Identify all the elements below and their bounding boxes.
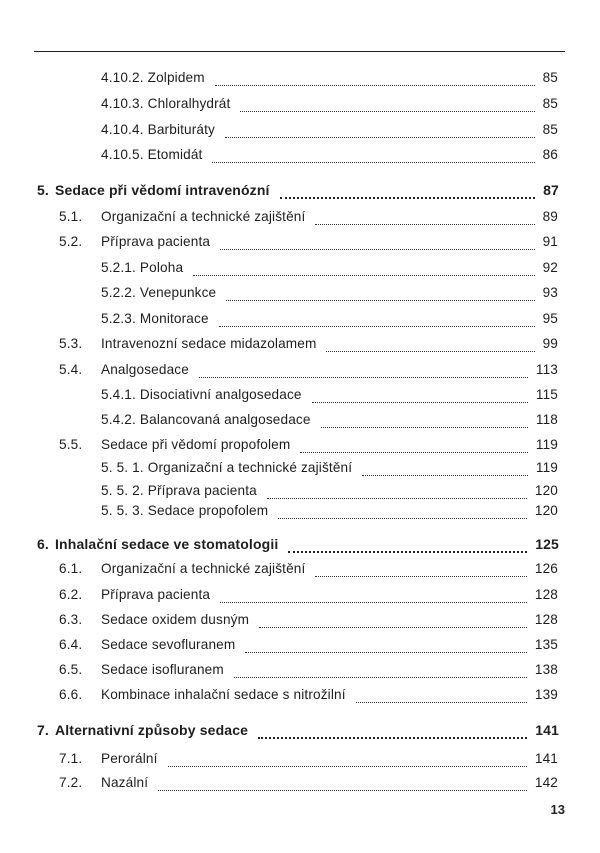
toc-page-number: 128 <box>534 587 558 602</box>
toc-title: Venepunkce <box>139 285 217 300</box>
toc-title: Disociativní analgosedace <box>139 387 302 402</box>
toc-entry[interactable] <box>0 662 600 684</box>
toc-page-number: 87 <box>543 182 559 198</box>
toc-title: Organizační a technické zajištění <box>101 561 306 576</box>
toc-title: Kombinace inhalační sedace s nitrožilní <box>101 687 346 702</box>
toc-entry[interactable] <box>0 751 600 773</box>
toc-title: Sedace oxidem dusným <box>101 612 250 627</box>
toc-title: Etomidát <box>147 147 203 162</box>
toc-title: Nazální <box>101 775 149 790</box>
toc-number: 6.5. <box>59 662 83 677</box>
toc-title: Příprava pacienta <box>101 234 211 249</box>
toc-number: 5.4.1. <box>101 387 136 402</box>
toc-entry[interactable] <box>0 587 600 609</box>
toc-number: 4.10.4. <box>101 122 144 137</box>
toc-page-number: 86 <box>542 147 558 162</box>
dot-leader <box>321 427 528 428</box>
toc-number: 4.10.5. <box>101 147 144 162</box>
toc-number: 5. <box>37 182 49 198</box>
toc-title: Příprava pacienta <box>147 483 257 498</box>
toc-number: 4.10.2. <box>101 70 144 85</box>
dot-leader <box>212 162 534 163</box>
toc-page-number: 95 <box>542 311 558 326</box>
toc-title: Sedace při vědomí intravenózní <box>55 182 270 198</box>
toc-number: 6. <box>37 536 49 552</box>
page-number: 13 <box>550 802 565 817</box>
toc-entry[interactable] <box>0 612 600 634</box>
toc-entry[interactable] <box>0 122 600 144</box>
toc-number: 5.4. <box>59 362 83 377</box>
toc-entry[interactable] <box>0 234 600 256</box>
toc-title: Inhalační sedace ve stomatologii <box>55 536 279 552</box>
toc-page-number: 141 <box>534 751 558 766</box>
toc-number: 5.1. <box>59 209 83 224</box>
toc-entry[interactable] <box>0 96 600 118</box>
toc-number: 6.3. <box>59 612 83 627</box>
toc-title: Chloralhydrát <box>147 96 231 111</box>
toc-page-number: 139 <box>534 687 558 702</box>
dot-leader <box>356 702 527 703</box>
dot-leader <box>220 249 534 250</box>
dot-leader <box>245 652 527 653</box>
dot-leader <box>215 85 535 86</box>
dot-leader <box>226 300 534 301</box>
toc-number: 5.2.2. <box>101 285 136 300</box>
toc-title: Zolpidem <box>147 70 205 85</box>
dot-leader <box>362 475 528 476</box>
dot-leader <box>219 326 535 327</box>
dot-leader <box>240 111 534 112</box>
toc-entry[interactable] <box>0 775 600 797</box>
toc-chapter[interactable] <box>0 536 600 558</box>
toc-entry[interactable] <box>0 412 600 434</box>
toc-page-number: 91 <box>542 234 558 249</box>
toc-title: Analgosedace <box>101 362 189 377</box>
toc-title: Balancovaná analgosedace <box>139 412 311 427</box>
toc-title: Monitorace <box>139 311 209 326</box>
toc-number: 5. 5. 2. <box>101 483 144 498</box>
toc-page-number: 99 <box>542 336 558 351</box>
toc-page-number: 120 <box>534 483 558 498</box>
toc-entry[interactable] <box>0 70 600 92</box>
toc-page-number: 128 <box>534 612 558 627</box>
toc-title: Perorální <box>101 751 158 766</box>
toc-entry[interactable] <box>0 503 600 525</box>
toc-page-number: 125 <box>535 536 559 552</box>
toc-entry[interactable] <box>0 336 600 358</box>
dot-leader <box>258 737 527 739</box>
toc-title: Příprava pacienta <box>101 587 211 602</box>
toc-entry[interactable] <box>0 387 600 409</box>
dot-leader <box>315 224 534 225</box>
toc-number: 7.1. <box>59 751 83 766</box>
toc-title: Alternativní způsoby sedace <box>55 722 249 738</box>
toc-number: 5.2. <box>59 234 83 249</box>
toc-entry[interactable] <box>0 637 600 659</box>
dot-leader <box>280 197 536 199</box>
toc-entry[interactable] <box>0 209 600 231</box>
toc-chapter[interactable] <box>0 182 600 204</box>
toc-number: 6.6. <box>59 687 83 702</box>
toc-page-number: 141 <box>535 722 559 738</box>
dot-leader <box>312 402 528 403</box>
toc-title: Sedace propofolem <box>147 503 269 518</box>
toc-title: Intravenozní sedace midazolamem <box>101 336 317 351</box>
toc-entry[interactable] <box>0 362 600 384</box>
toc-entry[interactable] <box>0 147 600 169</box>
toc-entry[interactable] <box>0 285 600 307</box>
toc-page-number: 142 <box>534 775 558 790</box>
dot-leader <box>315 576 526 577</box>
dot-leader <box>220 602 527 603</box>
toc-page-number: 92 <box>542 260 558 275</box>
toc-page-number: 119 <box>535 437 558 452</box>
toc-page-number: 138 <box>534 662 558 677</box>
toc-entry[interactable] <box>0 460 600 482</box>
toc-number: 4.10.3. <box>101 96 144 111</box>
dot-leader <box>225 137 535 138</box>
toc-page-number: 113 <box>535 362 558 377</box>
toc-entry[interactable] <box>0 483 600 505</box>
dot-leader <box>158 790 527 791</box>
toc-number: 5.2.3. <box>101 311 136 326</box>
dot-leader <box>259 627 527 628</box>
toc-number: 7. <box>37 722 49 738</box>
dot-leader <box>199 377 528 378</box>
toc-title: Sedace isofluranem <box>101 662 224 677</box>
toc-page-number: 85 <box>542 70 558 85</box>
toc-title: Sedace při vědomí propofolem <box>101 437 291 452</box>
toc-number: 7.2. <box>59 775 83 790</box>
dot-leader <box>234 677 527 678</box>
toc-title: Organizační a technické zajištění <box>101 209 306 224</box>
toc-page-number: 85 <box>542 96 558 111</box>
toc-number: 5.2.1. <box>101 260 136 275</box>
toc-page-number: 126 <box>534 561 558 576</box>
toc-number: 6.4. <box>59 637 83 652</box>
dot-leader <box>267 498 527 499</box>
toc-title: Sedace sevofluranem <box>101 637 236 652</box>
toc-page-number: 118 <box>535 412 558 427</box>
toc-entry[interactable] <box>0 260 600 282</box>
dot-leader <box>193 275 534 276</box>
toc-entry[interactable] <box>0 687 600 709</box>
toc-page-number: 115 <box>535 387 558 402</box>
dot-leader <box>326 351 534 352</box>
toc-page-number: 85 <box>542 122 558 137</box>
toc-page-number: 135 <box>534 637 558 652</box>
toc-entry[interactable] <box>0 561 600 583</box>
toc-number: 5. 5. 1. <box>101 460 144 475</box>
toc-number: 6.1. <box>59 561 83 576</box>
toc-number: 5.5. <box>59 437 83 452</box>
toc-number: 5.4.2. <box>101 412 136 427</box>
dot-leader <box>168 766 527 767</box>
toc-title: Barbituráty <box>147 122 216 137</box>
toc-number: 5.3. <box>59 336 83 351</box>
toc-chapter[interactable] <box>0 722 600 744</box>
dot-leader <box>278 518 527 519</box>
dot-leader <box>288 551 527 553</box>
toc-entry[interactable] <box>0 437 600 459</box>
toc-entry[interactable] <box>0 311 600 333</box>
toc-page-number: 93 <box>542 285 558 300</box>
toc-number: 6.2. <box>59 587 83 602</box>
toc-number: 5. 5. 3. <box>101 503 144 518</box>
toc-title: Organizační a technické zajištění <box>147 460 353 475</box>
toc-page-number: 89 <box>542 209 558 224</box>
toc-page-number: 120 <box>534 503 558 518</box>
toc-page-number: 119 <box>535 460 558 475</box>
dot-leader <box>300 452 528 453</box>
toc-title: Poloha <box>139 260 184 275</box>
